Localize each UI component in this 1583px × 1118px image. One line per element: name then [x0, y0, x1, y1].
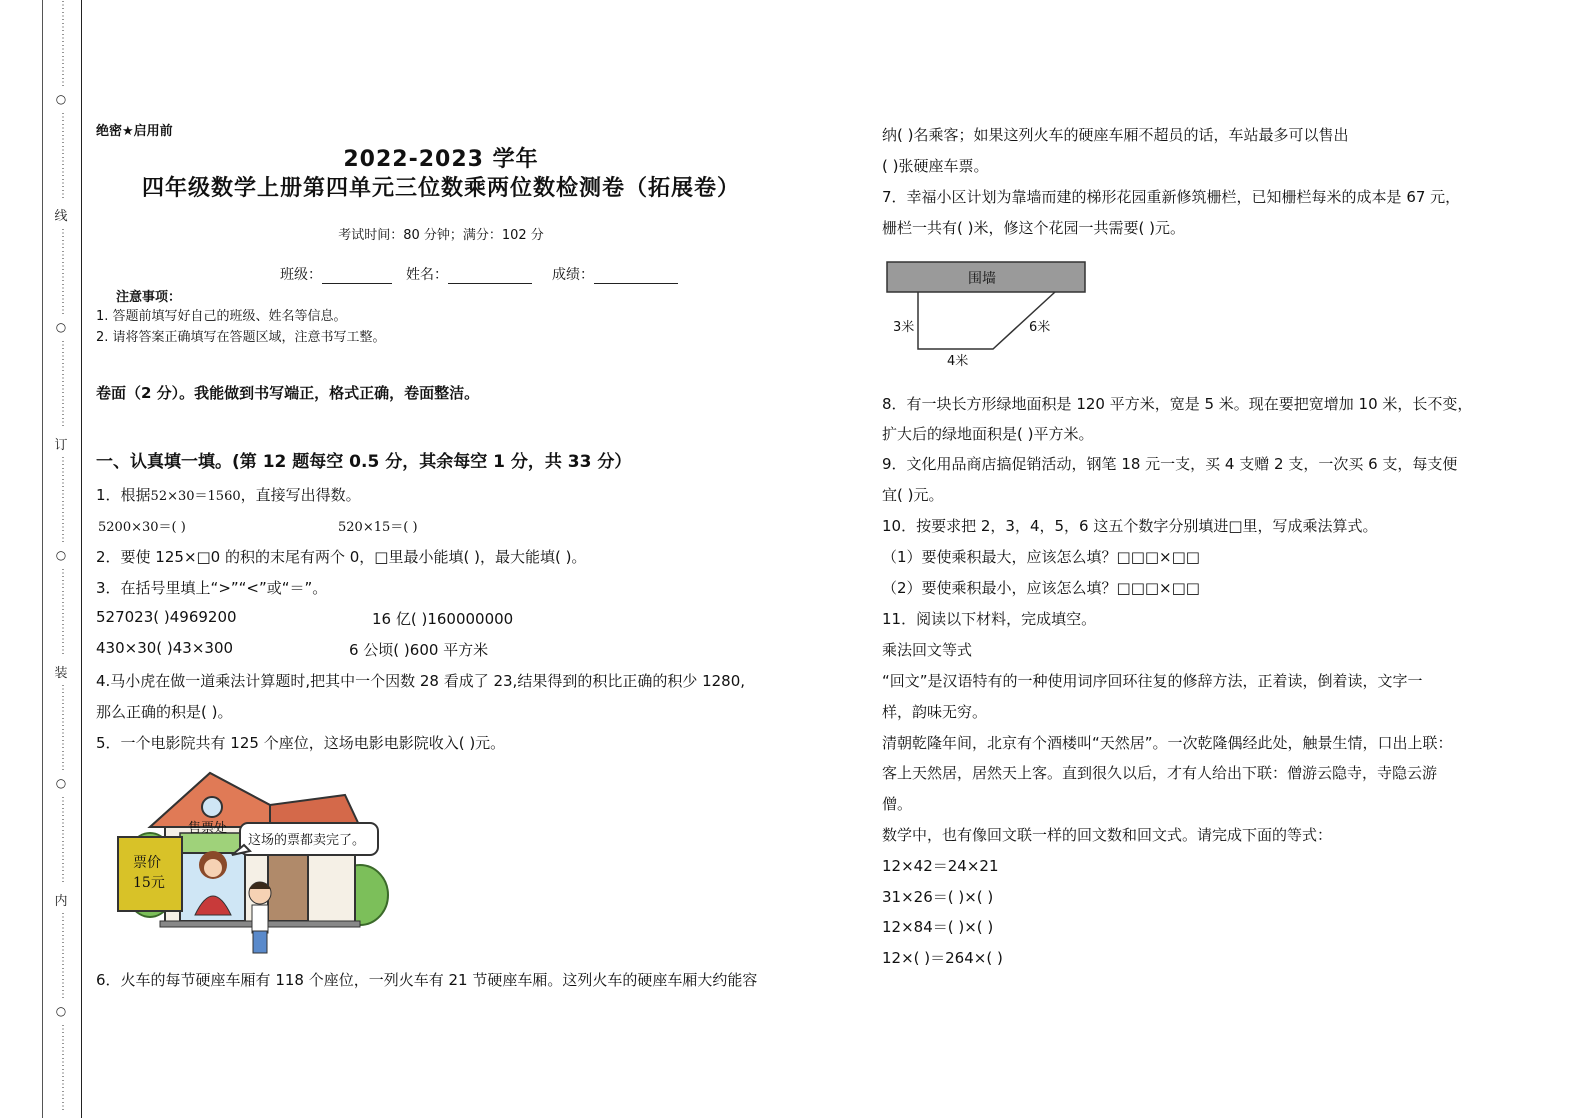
booth-sign: 售票处	[188, 821, 228, 836]
binding-line-outer	[42, 0, 43, 1118]
price-board-value: 15元	[133, 875, 165, 891]
notice-item: 2. 请将答案正确填写在答题区域，注意书写工整。	[96, 330, 386, 345]
question-11-paragraph: 客上天然居，居然天上客。直到很久以后，才有人给出下联：僧游云隐寺，寺隐云游	[882, 764, 1438, 782]
question-6-line1: 6．火车的每节硬座车厢有 118 个座位，一列火车有 21 节硬座车厢。这列火车的硬座车厢大约能容	[96, 971, 758, 989]
binding-circle: ○	[55, 776, 67, 790]
question-6-line2: 纳( )名乘客；如果这列火车的硬座车厢不超员的话，车站最多可以售出	[882, 126, 1349, 144]
question-1a: 5200×30＝( )	[98, 520, 186, 535]
question-10-part1: （1）要使乘积最大，应该怎么填？□□□×□□	[882, 548, 1200, 566]
binding-dots: ⋮ ⋮ ⋮ ⋮ ⋮ ⋮ ⋮ ⋮	[58, 568, 68, 656]
question-2: 2．要使 125×□0 的积的末尾有两个 0，□里最小能填( )，最大能填( )。	[96, 548, 587, 566]
binding-label-zhuang: 装	[54, 662, 68, 681]
question-4-line2: 那么正确的积是( )。	[96, 703, 233, 721]
neatness-statement: 卷面（2 分）。我能做到书写端正，格式正确，卷面整洁。	[96, 384, 480, 402]
question-3-row1a: 527023( )4969200	[96, 608, 237, 626]
binding-dots: ⋮ ⋮ ⋮ ⋮ ⋮ ⋮ ⋮ ⋮	[58, 456, 68, 544]
price-board-label: 票价	[133, 855, 161, 871]
class-field[interactable]	[322, 267, 392, 284]
section-1-heading: 一、认真填一填。(第 12 题每空 0.5 分，其余每空 1 分，共 33 分）	[96, 452, 632, 472]
question-11-line1: 11．阅读以下材料，完成填空。	[882, 610, 1097, 628]
question-4-line1: 4.马小虎在做一道乘法计算题时,把其中一个因数 28 看成了 23,结果得到的积比正确的积少 1280,	[96, 672, 746, 690]
class-label: 班级：	[280, 267, 322, 283]
page-title: 四年级数学上册第四单元三位数乘两位数检测卷（拓展卷）	[141, 176, 740, 201]
binding-circle: ○	[55, 548, 67, 562]
student-info-fields	[280, 264, 678, 284]
exam-info: 考试时间：80 分钟；满分：102 分	[338, 228, 544, 243]
binding-dots: ⋮ ⋮ ⋮ ⋮ ⋮ ⋮ ⋮ ⋮	[58, 912, 68, 1000]
question-1-formula: 52×30＝1560	[150, 489, 241, 504]
question-1-prefix: 1．根据	[96, 486, 151, 504]
question-11-paragraph: 清朝乾隆年间，北京有个酒楼叫“天然居”。一次乾隆偶经此处，触景生情，口出上联：	[882, 734, 1453, 752]
question-7-line1: 7．幸福小区计划为靠墙而建的梯形花园重新修筑栅栏，已知栅栏每米的成本是 67 元，	[882, 188, 1461, 206]
question-9-line1: 9．文化用品商店搞促销活动，钢笔 18 元一支，买 4 支赠 2 支，一次买 6 支，每支便	[882, 455, 1458, 473]
binding-label-ding: 订	[54, 434, 68, 453]
page-title-year: 2022-2023 学年	[343, 147, 539, 172]
binding-circle: ○	[55, 320, 67, 334]
question-11-paragraph: 数学中，也有像回文联一样的回文数和回文式。请完成下面的等式：	[882, 826, 1333, 844]
side-bottom-label: 4米	[947, 354, 969, 369]
question-3-row2b: 6 公顷( )600 平方米	[349, 641, 489, 659]
side-left-label: 3米	[893, 320, 915, 335]
question-8-line1: 8．有一块长方形绿地面积是 120 平方米，宽是 5 米。现在要把宽增加 10 米，长不变，	[882, 395, 1473, 413]
binding-label-xian: 线	[54, 205, 68, 224]
binding-margin	[0, 0, 82, 1118]
binding-circle: ○	[55, 92, 67, 106]
question-11-paragraph: “回文”是汉语特有的一种使用词序回环往复的修辞方法，正着读，倒着读，文字一	[882, 672, 1423, 690]
score-field[interactable]	[594, 267, 678, 284]
binding-dots: ⋮ ⋮ ⋮ ⋮ ⋮ ⋮ ⋮ ⋮	[58, 340, 68, 428]
question-1-suffix: ，直接写出得数。	[240, 486, 361, 504]
binding-line-inner	[81, 0, 82, 1118]
binding-circle: ○	[55, 1004, 67, 1018]
question-3: 3．在括号里填上“>”“<”或“＝”。	[96, 579, 328, 597]
question-9-line2: 宜( )元。	[882, 486, 944, 504]
question-11-equation: 12×84＝( )×( )	[882, 918, 994, 936]
question-10-part2: （2）要使乘积最小，应该怎么填？□□□×□□	[882, 579, 1200, 597]
speech-bubble-text: 这场的票都卖完了。	[248, 833, 366, 848]
binding-label-nei: 内	[54, 890, 68, 909]
side-right-label: 6米	[1029, 320, 1051, 335]
question-11-heading: 乘法回文等式	[882, 641, 973, 659]
binding-dots: ⋮ ⋮ ⋮ ⋮ ⋮ ⋮ ⋮ ⋮	[58, 112, 68, 200]
binding-dots: ⋮ ⋮ ⋮ ⋮ ⋮ ⋮ ⋮ ⋮	[58, 796, 68, 884]
question-10-line1: 10．按要求把 2，3，4，5，6 这五个数字分别填进□里，写成乘法算式。	[882, 517, 1378, 535]
question-1b: 520×15＝( )	[338, 520, 418, 535]
question-3-row1b: 16 亿( )160000000	[372, 610, 514, 628]
notice-item: 1. 答题前填写好自己的班级、姓名等信息。	[96, 309, 347, 324]
question-11-paragraph: 僧。	[882, 795, 913, 813]
score-label: 成绩：	[552, 267, 594, 283]
name-field[interactable]	[448, 267, 532, 284]
binding-dots: ⋮ ⋮ ⋮ ⋮ ⋮ ⋮ ⋮ ⋮	[58, 0, 68, 88]
question-11-paragraph: 样，韵味无穷。	[882, 703, 988, 721]
question-11-equation: 12×( )＝264×( )	[882, 949, 1003, 967]
wall-label: 围墙	[968, 271, 996, 287]
question-1	[96, 484, 361, 505]
question-6-line3: ( )张硬座车票。	[882, 157, 989, 175]
name-label: 姓名：	[406, 267, 448, 283]
question-8-line2: 扩大后的绿地面积是( )平方米。	[882, 425, 1094, 443]
binding-dots: ⋮ ⋮ ⋮ ⋮ ⋮ ⋮ ⋮ ⋮	[58, 228, 68, 316]
question-7-line2: 栅栏一共有( )米，修这个花园一共需要( )元。	[882, 219, 1185, 237]
question-3-row2a: 430×30( )43×300	[96, 639, 234, 657]
question-11-equation: 31×26＝( )×( )	[882, 888, 994, 906]
question-5: 5．一个电影院共有 125 个座位，这场电影电影院收入( )元。	[96, 734, 506, 752]
secret-mark: 绝密★启用前	[96, 124, 173, 139]
binding-dots: ⋮ ⋮ ⋮ ⋮ ⋮ ⋮ ⋮ ⋮	[58, 1024, 68, 1112]
notice-title: 注意事项：	[116, 290, 182, 305]
binding-dots: ⋮ ⋮ ⋮ ⋮ ⋮ ⋮ ⋮ ⋮	[58, 684, 68, 772]
question-11-equation: 12×42＝24×21	[882, 857, 999, 875]
